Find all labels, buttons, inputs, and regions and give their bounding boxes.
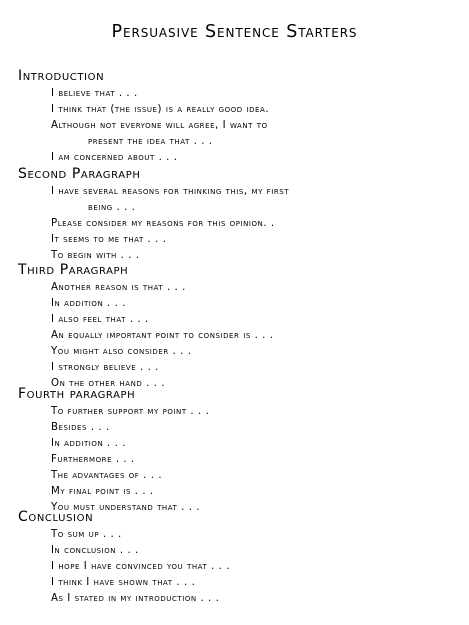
sentence-starter-continuation: present the idea that . . . <box>88 136 213 147</box>
sentence-starter: To sum up . . . <box>51 529 122 540</box>
sentence-starter: To further support my point . . . <box>51 406 210 417</box>
sentence-starter: I strongly believe . . . <box>51 362 159 373</box>
sentence-starter-continuation: being . . . <box>88 202 136 213</box>
sentence-starter: In addition . . . <box>51 438 126 449</box>
section-conclusion <box>18 509 230 607</box>
sentence-starter: Please consider my reasons for this opinion. . <box>51 218 275 229</box>
sentence-starter: I think I have shown that . . . <box>51 577 196 588</box>
sentence-starter: I also feel that . . . <box>51 314 149 325</box>
sentence-starter: An equally important point to consider is . . . <box>51 330 274 341</box>
sentence-starter: In conclusion . . . <box>51 545 139 556</box>
sentence-starter: I hope I have convinced you that . . . <box>51 561 231 572</box>
sentence-starter: My final point is . . . <box>51 486 154 497</box>
sentence-starter: Another reason is that . . . <box>51 282 186 293</box>
sentence-starter: It seems to me that . . . <box>51 234 167 245</box>
section-introduction <box>18 68 269 166</box>
sentence-starter: You might also consider . . . <box>51 346 192 357</box>
sentence-starter: To begin with . . . <box>51 250 140 261</box>
sentence-starter: On the other hand . . . <box>51 378 166 389</box>
sentence-starter: Furthermore . . . <box>51 454 135 465</box>
sentence-starter: As I stated in my introduction . . . <box>51 593 220 604</box>
sentence-starter: The advantages of . . . <box>51 470 163 481</box>
sentence-starter: I believe that . . . <box>51 88 138 99</box>
section-heading: Conclusion <box>18 509 94 525</box>
sentence-starter: Although not everyone will agree, I want to <box>51 120 268 131</box>
section-heading: Fourth paragraph <box>18 386 136 402</box>
section-third-paragraph <box>18 262 274 392</box>
section-second-paragraph <box>18 166 289 264</box>
section-heading: Third Paragraph <box>18 262 129 278</box>
sentence-starter: Besides . . . <box>51 422 110 433</box>
page-title: Persuasive Sentence Starters <box>111 22 358 42</box>
sentence-starter: I am concerned about . . . <box>51 152 178 163</box>
sentence-starter: In addition . . . <box>51 298 126 309</box>
sentence-starter: You must understand that . . . <box>51 502 201 513</box>
section-heading: Introduction <box>18 68 105 84</box>
section-heading: Second Paragraph <box>18 166 141 182</box>
sentence-starter: I think that (the issue) is a really good idea. <box>51 104 270 115</box>
sentence-starter: I have several reasons for thinking this, my first <box>51 186 290 197</box>
section-fourth-paragraph <box>18 386 209 516</box>
